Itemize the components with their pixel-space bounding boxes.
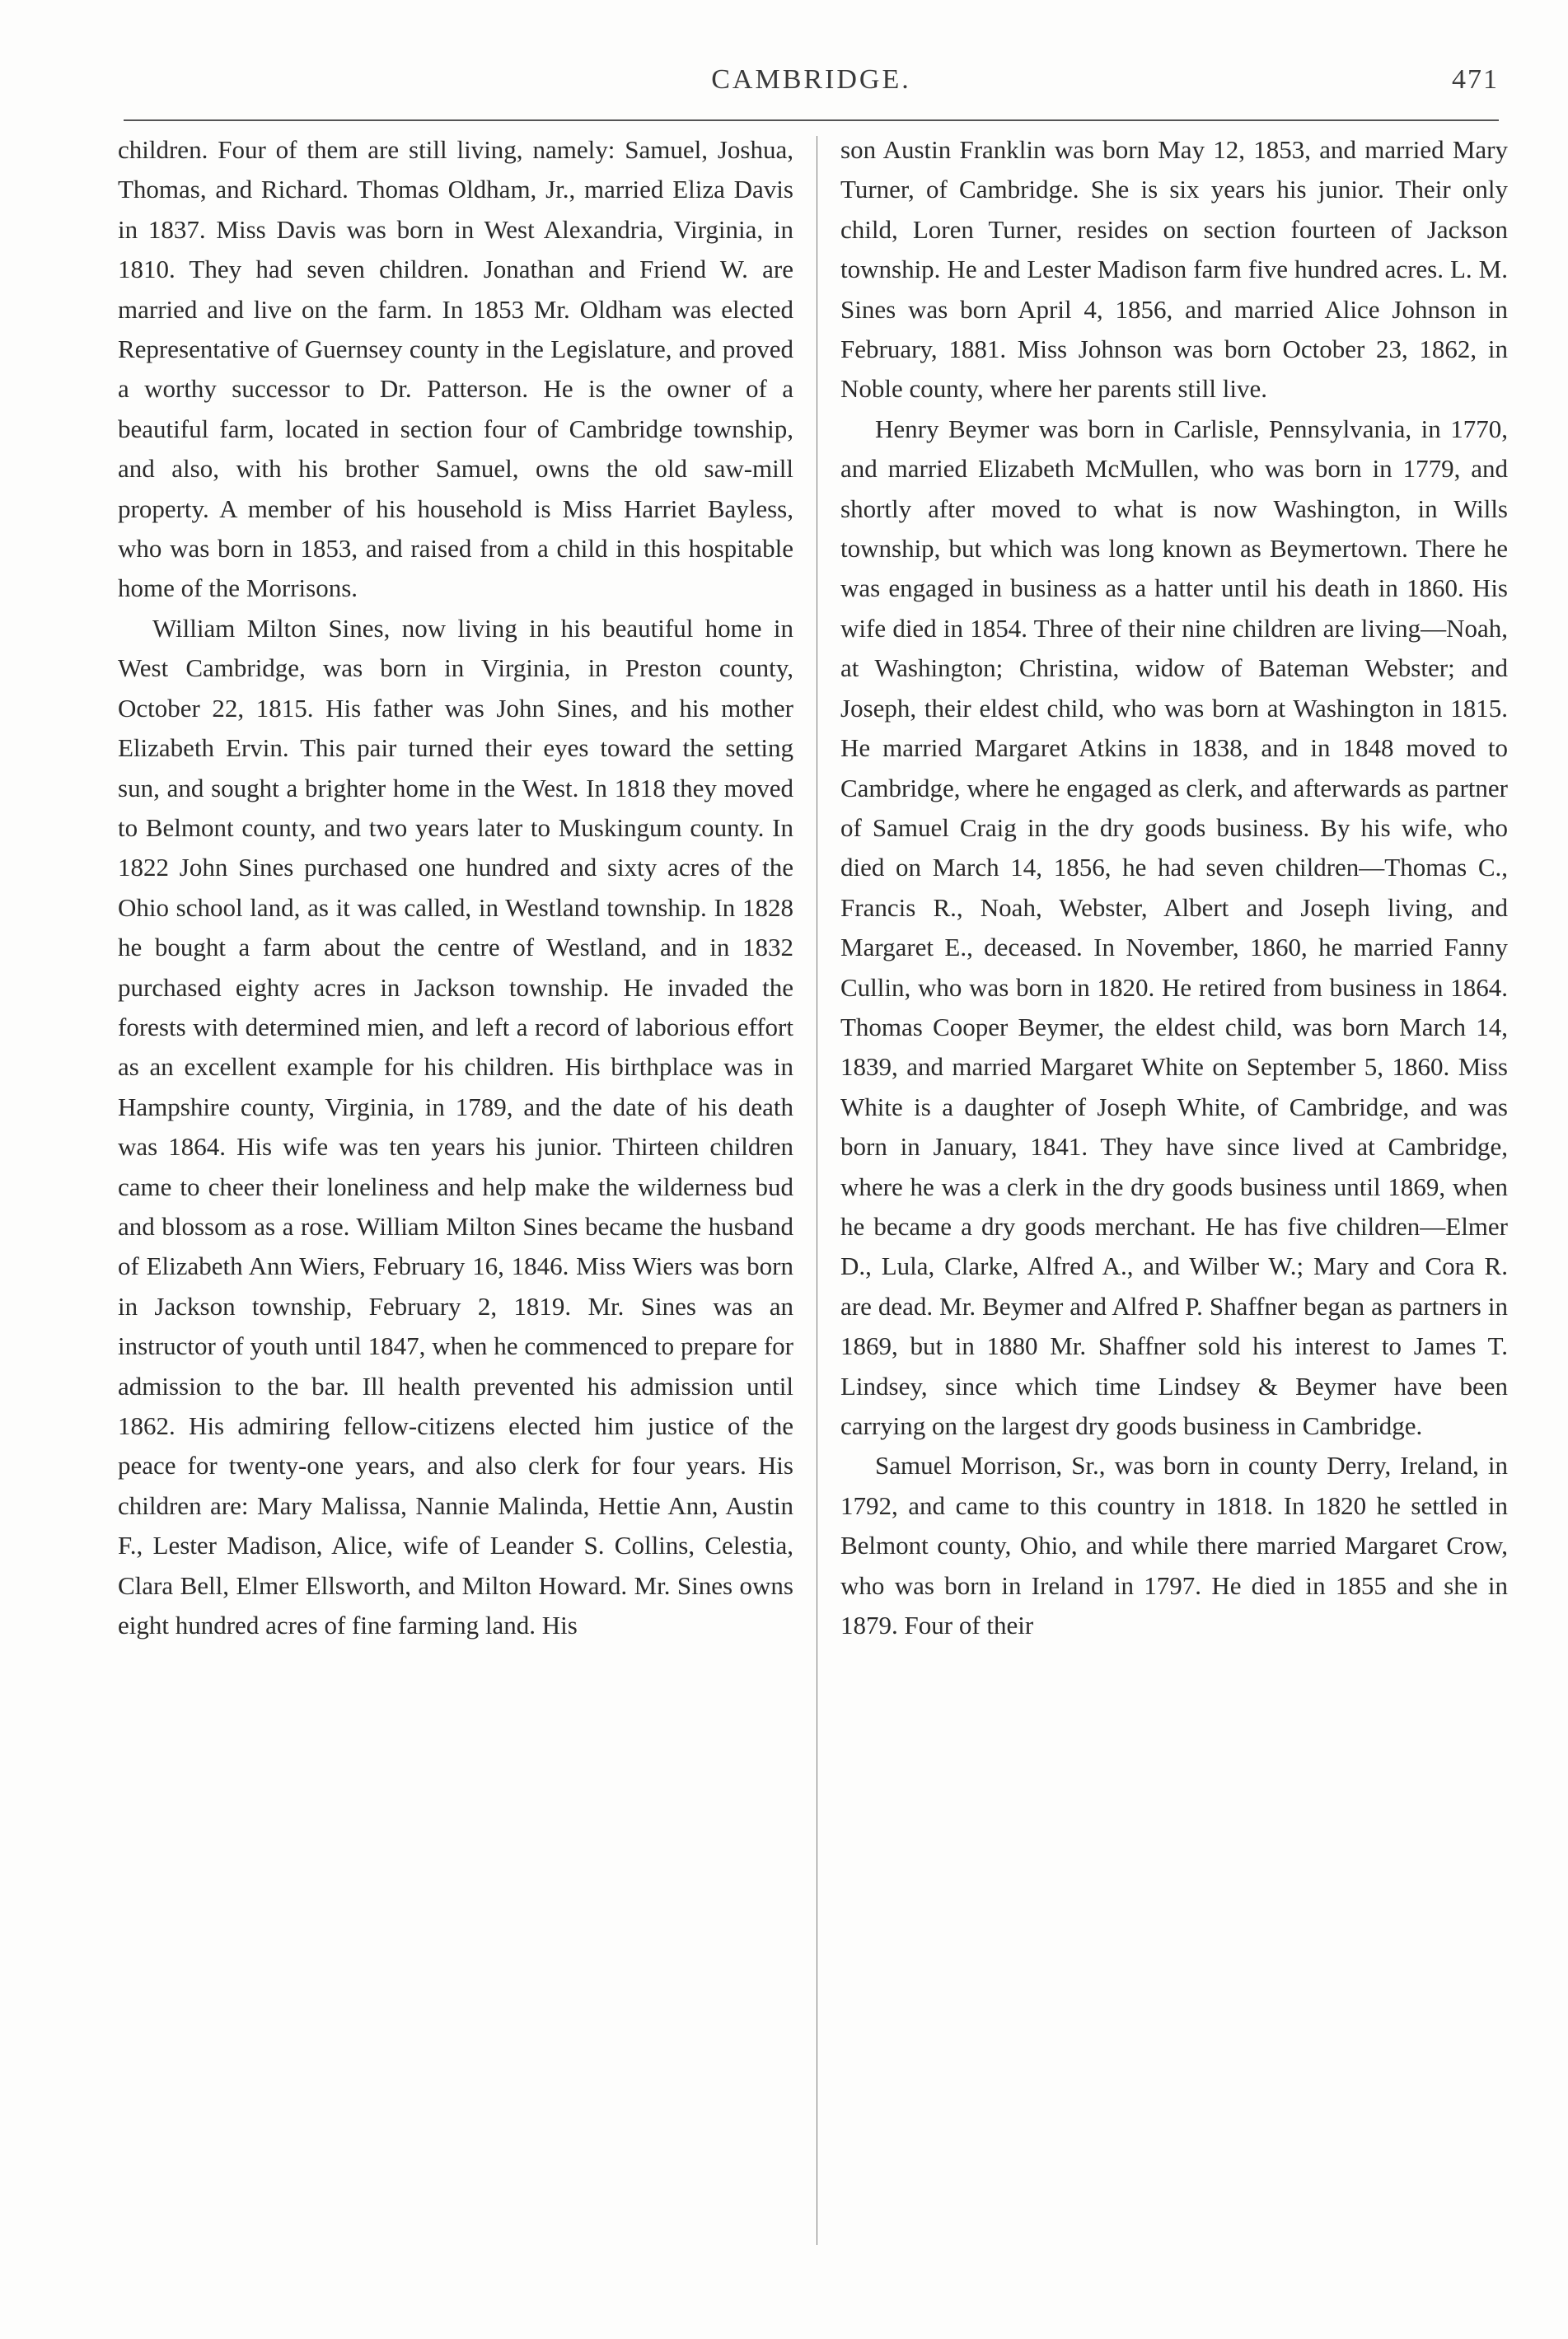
page-number: 471 <box>1452 64 1499 95</box>
running-head <box>124 64 1499 105</box>
left-column <box>118 130 793 2264</box>
header-rule <box>124 119 1499 121</box>
right-paragraph-morrison: Samuel Morrison, Sr., was born in county Derry, Ireland, in 1792, and came to this country in 1818. In 1820 he settled in Belmont county, Ohio, and while there married Margaret Crow, who was born in Ireland in 1797. He died in 1855 and she in 1879. Four of their <box>840 1451 1508 1640</box>
right-paragraph-sines-continued: son Austin Franklin was born May 12, 1853, and married Mary Turner, of Cambridge. She is six years his junior. Their only child, Loren Turner, resides on section fourteen of Jackson township. He and Lester Madison farm five hundred acres. L. M. Sines was born April 4, 1856, and married Alice Johnson in February, 1881. Miss Johnson was born October 23, 1862, in Noble county, where her parents still live. <box>840 135 1508 404</box>
right-paragraph-beymer: Henry Beymer was born in Carlisle, Pennsylvania, in 1770, and married Elizabeth McMullen, who was born in 1779, and shortly after moved to what is now Washington, in Wills township, but which was long known as Beymertown. There he was engaged in business as a hatter until his death in 1860. His wife died in 1854. Three of their nine children are living—Noah, at Washington; Christina, widow of Bateman Webster; and Joseph, their eldest child, who was born at Washington in 1815. He married Margaret Atkins in 1838, and in 1848 moved to Cambridge, where he engaged as clerk, and afterwards as partner of Samuel Craig in the dry goods business. By his wife, who died on March 14, 1856, he had seven children—Thomas C., Francis R., Noah, Webster, Albert and Joseph living, and Margaret E., deceased. In November, 1860, he married Fanny Cullin, who was born in 1820. He retired from business in 1864. Thomas Cooper Beymer, the eldest child, was born March 14, 1839, and married Margaret White on September 5, 1860. Miss White is a daughter of Joseph White, of Cambridge, and was born in January, 1841. They have since lived at Cambridge, where he was a clerk in the dry goods business until 1869, when he became a dry goods merchant. He has five children—Elmer D., Lula, Clarke, Alfred A., and Wilber W.; Mary and Cora R. are dead. Mr. Beymer and Alfred P. Shaffner began as partners in 1869, but in 1880 Mr. Shaffner sold his interest to James T. Lindsey, since which time Lindsey & Beymer have been carrying on the largest dry goods business in Cambridge. <box>840 414 1508 1440</box>
running-head-title: CAMBRIDGE. <box>711 64 911 95</box>
left-paragraph-sines: William Milton Sines, now living in his beautiful home in West Cambridge, was born in Virginia, in Preston county, October 22, 1815. His father was John Sines, and his mother Elizabeth Ervin. This pair turned their eyes toward the setting sun, and sought a brighter home in the West. In 1818 they moved to Belmont county, and two years later to Muskingum county. In 1822 John Sines purchased one hundred and sixty acres of the Ohio school land, as it was called, in Westland township. In 1828 he bought a farm about the centre of Westland, and in 1832 purchased eighty acres in Jackson township. He invaded the forests with determined mien, and left a record of laborious effort as an excellent example for his children. His birthplace was in Hampshire county, Virginia, in 1789, and the date of his death was 1864. His wife was ten years his junior. Thirteen children came to cheer their loneliness and help make the wilderness bud and blossom as a rose. William Milton Sines became the husband of Elizabeth Ann Wiers, February 16, 1846. Miss Wiers was born in Jackson township, February 2, 1819. Mr. Sines was an instructor of youth until 1847, when he commenced to prepare for admission to the bar. Ill health prevented his admission until 1862. His admiring fellow-citizens elected him justice of the peace for twenty-one years, and also clerk for four years. His children are: Mary Malissa, Nannie Malinda, Hettie Ann, Austin F., Lester Madison, Alice, wife of Leander S. Collins, Celestia, Clara Bell, Elmer Ellsworth, and Milton Howard. Mr. Sines owns eight hundred acres of fine farming land. His <box>118 613 793 1640</box>
right-column <box>840 130 1508 2264</box>
left-paragraph-oldham: children. Four of them are still living, namely: Samuel, Joshua, Thomas, and Richard. Thomas Oldham, Jr., married Eliza Davis in 1837. Miss Davis was born in West Alexandria, Virginia, in 1810. They had seven children. Jonathan and Friend W. are married and live on the farm. In 1853 Mr. Oldham was elected Representative of Guernsey county in the Legislature, and proved a worthy successor to Dr. Patterson. He is the owner of a beautiful farm, located in section four of Cambridge township, and also, with his brother Samuel, owns the old saw-mill property. A member of his household is Miss Harriet Bayless, who was born in 1853, and raised from a child in this hospitable home of the Morrisons. <box>118 135 793 603</box>
